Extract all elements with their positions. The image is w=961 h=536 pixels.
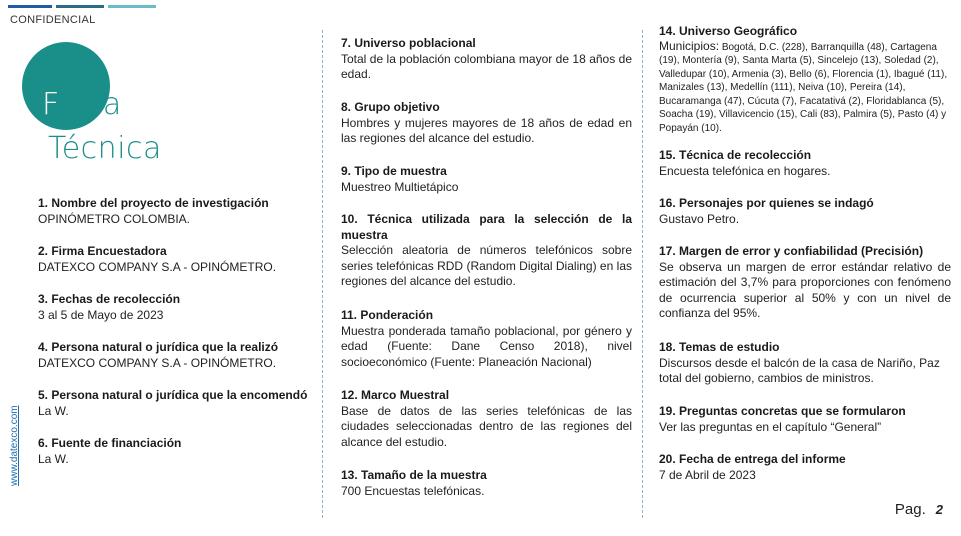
municipios-list: Bogotá, D.C. (228), Barranquilla (48), Cartagena (19), Montería (9), Santa Marta (5), Sincelejo (13), Soledad (2), Valledupar (10), Armenia (3), Bello (6), Florencia (1), Ibagué (11), Manizales (13), Medellín (111), Neiva (10), Pereira (14), Bucaramanga (47), Cúcuta (7), Facatativá (2), Floridablanca (5), Soacha (19), Villavicencio (15), Cali (83), Palmira (5), Pasto (4) y Popayán (10). xyxy=(659,41,948,134)
item-2 xyxy=(38,244,318,275)
item-heading: 8. Grupo objetivo xyxy=(341,100,440,114)
item-1 xyxy=(38,196,318,227)
item-body: Base de datos de las series telefónicas de las ciudades seleccionadas dentro de las regiones del alcance del estudio. xyxy=(341,403,632,449)
item-12 xyxy=(341,388,632,450)
municipios-label: Municipios: xyxy=(659,38,720,53)
item-body: OPINÓMETRO COLOMBIA. xyxy=(38,211,191,226)
item-body: 3 al 5 de Mayo de 2023 xyxy=(38,307,164,322)
item-heading: 11. Ponderación xyxy=(341,308,434,322)
item-body: Ver las preguntas en el capítulo “General” xyxy=(659,419,882,434)
item-15 xyxy=(659,148,951,179)
item-13 xyxy=(341,468,632,499)
item-heading: 18. Temas de estudio xyxy=(659,340,780,354)
item-17 xyxy=(659,244,951,322)
title-first-letter: F xyxy=(42,87,58,122)
item-heading: 13. Tamaño de la muestra xyxy=(341,468,487,482)
item-body: Hombres y mujeres mayores de 18 años de edad en las regiones del alcance del estudio. xyxy=(341,115,632,145)
item-body: Total de la población colombiana mayor de 18 años de edad. xyxy=(341,51,632,81)
item-heading: 10. Técnica utilizada para la selección de la muestra xyxy=(341,212,632,242)
item-heading: 7. Universo poblacional xyxy=(341,36,476,50)
item-10 xyxy=(341,212,632,290)
title-line-1 xyxy=(42,87,122,122)
item-6 xyxy=(38,436,318,467)
item-body: 7 de Abril de 2023 xyxy=(659,467,756,482)
item-body: Muestra ponderada tamaño poblacional, por género y edad (Fuente: Dane Censo 2018), nivel socioeconómico (Fuente: Planeación Nacional) xyxy=(341,323,632,369)
item-body: Gustavo Petro. xyxy=(659,211,740,226)
item-3 xyxy=(38,292,318,323)
item-heading: 1. Nombre del proyecto de investigación xyxy=(38,196,269,210)
item-heading: 4. Persona natural o jurídica que la realizó xyxy=(38,340,279,354)
item-body: La W. xyxy=(38,451,69,466)
column-divider-1 xyxy=(322,30,323,518)
item-heading: 3. Fechas de recolección xyxy=(38,292,181,306)
item-7 xyxy=(341,36,632,83)
item-18 xyxy=(659,340,951,387)
item-heading: 15. Técnica de recolección xyxy=(659,148,812,162)
item-body xyxy=(659,40,951,136)
item-body: DATEXCO COMPANY S.A - OPINÓMETRO. xyxy=(38,355,277,370)
item-20 xyxy=(659,452,951,483)
item-heading: 9. Tipo de muestra xyxy=(341,164,447,178)
item-5 xyxy=(38,388,320,419)
page-number-value: 2 xyxy=(935,502,943,517)
accent-bar-2 xyxy=(56,5,104,8)
item-body: 700 Encuestas telefónicas. xyxy=(341,483,485,498)
item-16 xyxy=(659,196,951,227)
item-heading: 2. Firma Encuestadora xyxy=(38,244,167,258)
title-line1-rest: icha xyxy=(57,87,122,122)
item-11 xyxy=(341,308,632,370)
accent-bar-1 xyxy=(8,5,52,8)
item-14 xyxy=(659,24,951,135)
page-number xyxy=(895,501,943,518)
item-heading: 5. Persona natural o jurídica que la encomendó xyxy=(38,388,308,402)
title-line-2: Técnica xyxy=(48,131,162,166)
item-body: La W. xyxy=(38,403,69,418)
item-body: Se observa un margen de error estándar relativo de estimación del 3,7% para proporciones con fenómeno de ocurrencia superior al 50% y con un nivel de confianza del 95%. xyxy=(659,259,951,320)
page-label: Pag. xyxy=(894,501,926,518)
website-link[interactable]: www.datexco.com xyxy=(9,405,20,486)
column-divider-2 xyxy=(642,30,643,518)
item-heading: 17. Margen de error y confiabilidad (Precisión) xyxy=(659,244,924,258)
item-heading: 16. Personajes por quienes se indagó xyxy=(659,196,874,210)
item-heading: 19. Preguntas concretas que se formularon xyxy=(659,404,906,418)
item-heading: 14. Universo Geográfico xyxy=(659,24,798,38)
item-heading: 6. Fuente de financiación xyxy=(38,436,182,450)
item-body: Discursos desde el balcón de la casa de Nariño, Paz total del gobierno, cambios de ministros. xyxy=(659,355,940,385)
item-19 xyxy=(659,404,951,435)
item-body: Muestreo Multietápico xyxy=(341,179,459,194)
item-8 xyxy=(341,100,632,147)
item-body: Encuesta telefónica en hogares. xyxy=(659,163,831,178)
item-4 xyxy=(38,340,318,371)
confidential-label: CONFIDENCIAL xyxy=(10,14,96,26)
item-body: DATEXCO COMPANY S.A - OPINÓMETRO. xyxy=(38,259,277,274)
item-heading: 20. Fecha de entrega del informe xyxy=(659,452,846,466)
item-body: Selección aleatoria de números telefónicos sobre series telefónicas RDD (Random Digital Dialing) en las regiones del alcance del estudio. xyxy=(341,243,632,288)
item-heading: 12. Marco Muestral xyxy=(341,388,450,402)
item-9 xyxy=(341,164,632,195)
accent-bar-3 xyxy=(108,5,156,8)
